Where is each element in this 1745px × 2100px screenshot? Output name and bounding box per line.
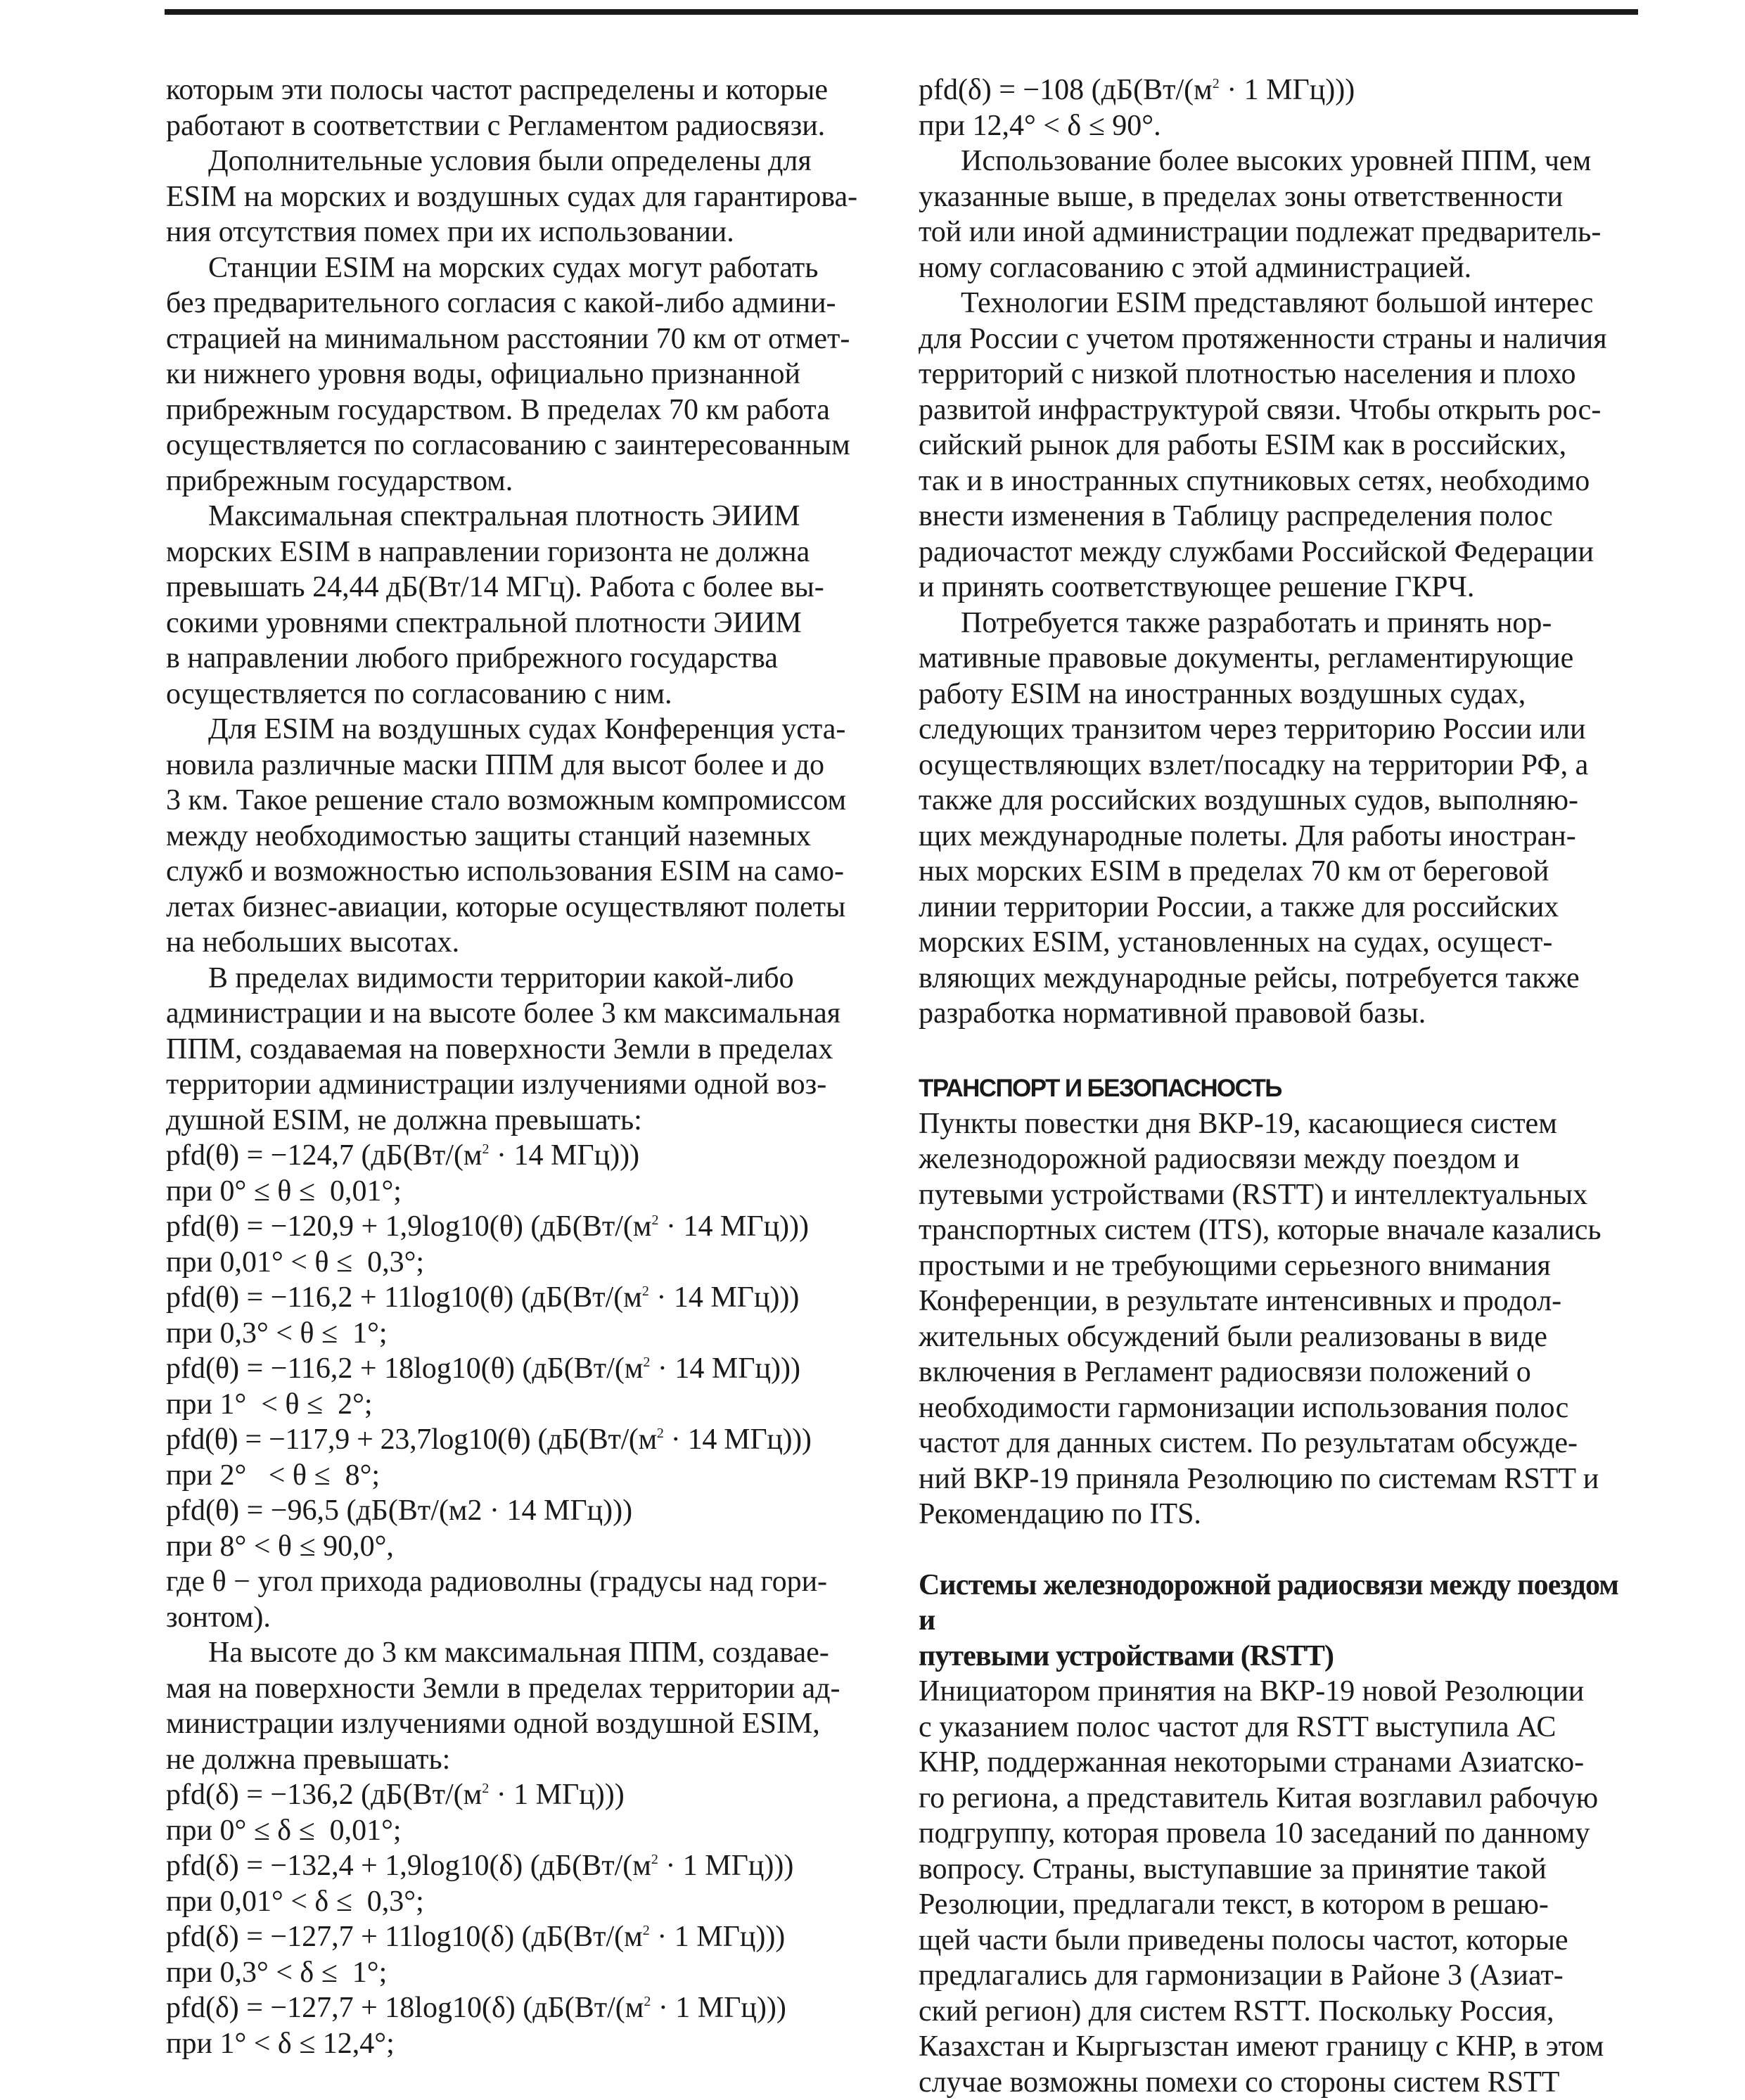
- formula-condition: при 2° < θ ≤ 8°;: [166, 1459, 381, 1492]
- pfd-delta-formulas: [166, 1777, 888, 2061]
- paragraph: Использование более высоких уровней ППМ, чем указанные выше, в пределах зоны ответственности той или иной администрации подлежат предваритель- ному согласованию с этой администрацией.: [919, 145, 1602, 284]
- formula-condition: при 0,3° < δ ≤ 1°;: [166, 1956, 388, 1989]
- paragraph: Для ESIM на воздушных судах Конференция уста- новила различные маски ППМ для высот более и до 3 км. Такое решение стало возможным компромиссом между необходимостью защиты станций наземных служб и возможностью использования ESIM на само- летах бизнес-авиации, которые осуществляют полеты на небольших высотах.: [166, 713, 847, 959]
- paragraph: которым эти полосы частот распределены и которые работают в соответствии с Регламентом радиосвязи.: [166, 74, 828, 142]
- paragraph: В пределах видимости территории какой-либо администрации и на высоте более 3 км максимальная ППМ, создаваемая на поверхности Земли в пределах территории администрации излучениями одной воз- душной ESIM, не должна превышать:: [166, 961, 841, 1137]
- paragraph: Дополнительные условия были определены для ESIM на морских и воздушных судах для гарантирова- ния отсутствия помех при их использовании.: [166, 145, 858, 248]
- formula-condition: при 1° < δ ≤ 12,4°;: [166, 2027, 395, 2060]
- formula: pfd(δ) = −127,7 + 11log10(δ) ($дБ(Вт/(м^2 \cdot 1$ МГц))): [166, 1921, 786, 1953]
- formula-condition: при 0° ≤ δ ≤ 0,01°;: [166, 1814, 402, 1847]
- formula: pfd(δ) = −127,7 + 18log10(δ) ($дБ(Вт/(м^2 \cdot 1$ МГц))): [166, 1992, 786, 2024]
- paragraph: Технологии ESIM представляют большой интерес для России с учетом протяженности страны и наличия территорий с низкой плотностью населения и плохо развитой инфраструктурой связи. Чтобы открыть рос- сийский рынок для работы ESIM как в российских, так и в иностранных спутниковых сетях, необходимо внести изменения в Таблицу распределения полос радиочастот между службами Российской Федерации и принять соответствующее решение ГКРЧ.: [919, 287, 1607, 603]
- paragraph: На высоте до 3 км максимальная ППМ, создавае- мая на поверхности Земли в пределах территории ад- министрации излучениями одной воздушной ESIM, не должна превышать:: [166, 1637, 840, 1776]
- formula: pfd(θ) = −117,9 + 23,7log10(θ) ($дБ(Вт/(м^2 \cdot 14$ МГц))): [166, 1423, 812, 1456]
- formula: pfd(δ) = −132,4 + 1,9log10(δ) ($дБ(Вт/(м^2 \cdot 1$ МГц))): [166, 1850, 794, 1882]
- formula-condition: при 0,01° < θ ≤ 0,3°;: [166, 1246, 425, 1279]
- pfd-theta-formulas: [166, 1138, 888, 1564]
- section-heading: ТРАНСПОРТ И БЕЗОПАСНОСТЬ: [919, 1074, 1281, 1102]
- formula-condition: при 0° ≤ θ ≤ 0,01°;: [166, 1174, 402, 1208]
- formula-condition: при 8° < θ ≤ 90,0°,: [166, 1530, 394, 1563]
- right-column: [919, 72, 1640, 2100]
- top-rule: [165, 9, 1638, 15]
- paragraph: где θ − угол прихода радиоволны (градусы над гори- зонтом).: [166, 1566, 828, 1634]
- left-column: [166, 72, 888, 2061]
- formula: pfd(θ) = −116,2 + 11log10(θ) ($дБ(Вт/(м^2 \cdot 14$ МГц))): [166, 1281, 800, 1314]
- formula: pfd(θ) = −124,7 ($дБ(Вт/(м^2 \cdot 14$ МГц))): [166, 1139, 640, 1172]
- paragraph: Инициатором принятия на ВКР-19 новой Резолюции с указанием полос частот для RSTT выступила АС КНР, поддержанная некоторыми странами Азиатско- го региона, а представитель Китая возглавил рабочую подгруппу, которая провела 10 заседаний по данному вопросу. Страны, выступавшие за принятие такой Резолюции, предлагали текст, в котором в решаю- щей части были приведены полосы частот, которые предлагались для гармонизации в Районе 3 (Азиат- ский регион) для систем RSTT. Поскольку Россия, Казахстан и Кыргызстан имеют границу с КНР, в этом случае возможны помехи со стороны систем RSTT: [919, 1675, 1604, 2099]
- subsection-heading: Системы железнодорожной радиосвязи между поездом и путевыми устройствами (RSTT): [919, 1568, 1619, 1672]
- formula: pfd(θ) = −120,9 + 1,9log10(θ) ($дБ(Вт/(м^2 \cdot 14$ МГц))): [166, 1210, 810, 1243]
- paragraph: Пункты повестки дня ВКР-19, касающиеся систем железнодорожной радиосвязи между поездом и путевыми устройствами (RSTT) и интеллектуальных транспортных систем (ITS), которые вначале казались простыми и не требующими серьезного внимания Конференции, в результате интенсивных и продол- жительных обсуждений были реализованы в виде включения в Регламент радиосвязи положений о необходимости гармонизации использования полос частот для данных систем. По результатам обсужде- ний ВКР-19 приняла Резолюцию по системам RSTT и Рекомендацию по ITS.: [919, 1107, 1602, 1530]
- formula: pfd(δ) = −108 ($дБ(Вт/(м^2 \cdot 1$ МГц))): [919, 74, 1355, 106]
- formula-condition: при 1° < θ ≤ 2°;: [166, 1388, 373, 1421]
- formula-condition: при 12,4° < δ ≤ 90°.: [919, 109, 1161, 142]
- formula: pfd(θ) = −96,5 (дБ(Вт/(м2 · 14 МГц))): [166, 1494, 633, 1527]
- formula-condition: при 0,3° < θ ≤ 1°;: [166, 1317, 388, 1350]
- formula-condition: при 0,01° < δ ≤ 0,3°;: [166, 1885, 424, 1918]
- paragraph: Станции ESIM на морских судах могут работать без предварительного согласия с какой-либо админи- страцией на минимальном расстоянии 70 км от отмет- ки нижнего уровня воды, официально признанной прибрежным государством. В пределах 70 км работа осуществляется по согласованию с заинтересованным прибрежным государством.: [166, 251, 850, 497]
- paragraph: Максимальная спектральная плотность ЭИИМ морских ESIM в направлении горизонта не должна превышать 24,44 дБ(Вт/14 МГц). Работа с более вы- сокими уровнями спектральной плотности ЭИИМ в направлении любого прибрежного государства осуществляется по согласованию с ним.: [166, 500, 824, 710]
- formula: pfd(δ) = −136,2 ($дБ(Вт/(м^2 \cdot 1$ МГц))): [166, 1779, 625, 1811]
- formula: pfd(θ) = −116,2 + 18log10(θ) ($дБ(Вт/(м^2 \cdot 14$ МГц))): [166, 1352, 800, 1385]
- paragraph: Потребуется также разработать и принять нор- мативные правовые документы, регламентирующие работу ESIM на иностранных воздушных судах, следующих транзитом через территорию России или осуществляющих взлет/посадку на территории РФ, а также для российских воздушных судов, выполняю- щих международные полеты. Для работы иностран- ных морских ESIM в пределах 70 км от береговой линии территории России, а также для российских морских ESIM, установленных на судах, осущест- вляющих международные рейсы, потребуется также разработка нормативной правовой базы.: [919, 606, 1589, 1030]
